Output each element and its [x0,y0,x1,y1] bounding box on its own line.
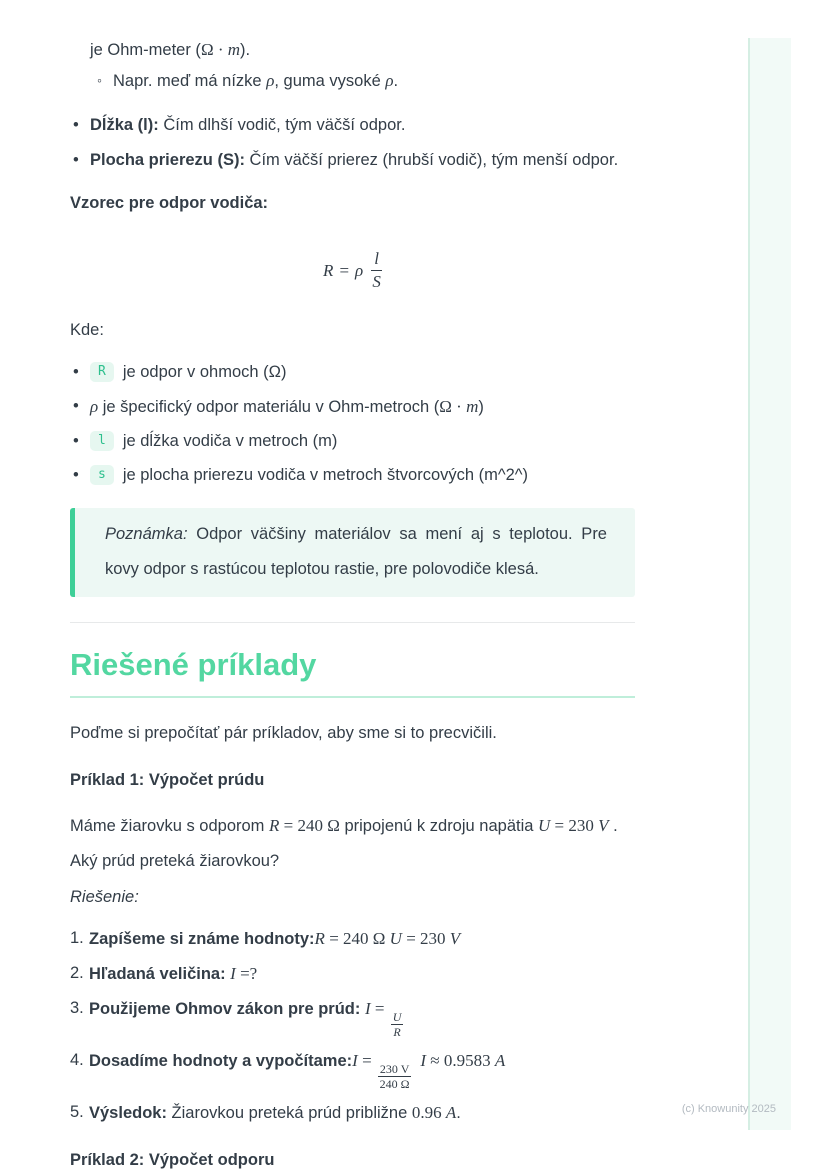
step-number: 5. [70,1102,84,1121]
equals-sign: = [370,999,389,1018]
formula-fraction [371,248,382,292]
section-lead: Poďme si prepočítať pár príkladov, aby sme si to precvičili. [70,724,497,742]
variable-item-l [70,428,635,455]
solution-step-5 [70,1099,635,1127]
formula-rho: ρ [355,260,364,280]
sub-text3: . [393,72,399,90]
var-R: R [269,816,280,835]
rho-symbol: ρ [266,71,275,90]
value-240-ohm: = 240 Ω [279,816,340,835]
problem-text3: . Aký prúd preteká žiarovkou? [70,817,618,870]
intro-text: je Ohm-meter ( [90,41,201,59]
variable-list [70,359,635,489]
fraction-numerator: 230 V [379,1061,410,1076]
var-U: U [538,816,551,835]
variable-item-s [70,462,635,489]
variable-desc: je odpor v ohmoch (Ω) [122,363,287,381]
rho-symbol: ρ [90,397,99,416]
factor-desc: Čím väčší prierez (hrubší vodič), tým menší odpor. [244,151,619,169]
ohm-meter-unit: Ω · [200,40,228,59]
formula-equals: = [339,260,350,280]
result-value: 0.96 [411,1102,446,1122]
variable-desc: je dĺžka vodiča v metroch (m) [122,432,338,450]
step-bold: Použijeme Ohmov zákon pre prúd: [89,1000,365,1018]
code-badge-R: R [90,362,114,382]
sub-text: Napr. meď má nízke [113,72,267,90]
fraction-denominator: S [372,271,381,291]
step-bold: Výsledok: [89,1103,172,1122]
var-I: I [420,1050,427,1070]
example1-problem [70,808,635,879]
code-badge-s: s [90,465,114,485]
solution-step-3 [70,995,635,1040]
section-divider [70,622,635,623]
variable-desc: je plocha prierezu vodiča v metroch štvorcových (m^2^) [122,466,529,484]
unit-A: A [445,1102,457,1122]
step-number: 2. [70,964,84,982]
factor-list [70,112,635,174]
step-number: 4. [70,1050,84,1069]
meter-var: m [466,397,479,416]
step-number: 1. [70,929,84,947]
result-text: Žiarovkou preteká prúd približne [171,1103,412,1122]
variable-desc-end: ) [478,398,484,416]
step-bold: Zapíšeme si známe hodnoty: [89,930,315,948]
kde-label: Kde: [70,321,104,339]
problem-text2: pripojenú k zdroju napätia [339,817,539,835]
formula-R: R [323,260,334,280]
step-content [89,1099,635,1127]
formula-heading: Vzorec pre odpor vodiča: [70,194,269,212]
meter-var: m [227,40,241,59]
fraction-denominator: R [393,1025,401,1040]
copyright: (c) Knowunity 2025 [681,1103,776,1115]
approx-value: ≈ 0.9583 [426,1050,495,1070]
intro-text-end: ). [240,41,251,59]
solution-label: Riešenie: [70,888,139,906]
substitution-fraction [378,1062,411,1092]
page-edge-accent [748,38,791,1130]
variable-item-rho [70,393,635,421]
unit-A: A [494,1050,506,1070]
ohm-meter-unit: Ω · [439,397,467,416]
note-text: Odpor väčšiny materiálov sa mení aj s teplotou. Pre kovy odpor s rastúcou teplotou rastie, pre polovodiče klesá. [105,525,607,578]
step-content [89,995,635,1040]
solution-step-2 [70,960,635,988]
step-number: 3. [70,999,84,1017]
var-I: I [230,964,236,983]
note-label: Poznámka: [105,525,188,543]
sub-bullet-example [97,67,635,95]
problem-text: Máme žiarovku s odporom [70,817,269,835]
fraction-denominator: 240 Ω [379,1077,410,1092]
solution-step-1 [70,925,635,953]
value-240-ohm: = 240 Ω [324,929,390,948]
example2-title: Príklad 2: Výpočet odporu [70,1150,275,1169]
section-title: Riešené príklady [70,645,635,698]
equals-sign: = [357,1050,376,1070]
value-230: = 230 [550,816,599,835]
fraction-numerator: U [392,1010,402,1024]
example1-title: Príklad 1: Výpočet prúdu [70,771,265,789]
rho-symbol: ρ [385,71,394,90]
step-content [89,960,635,988]
note-box [70,508,635,597]
var-U: U [389,929,402,948]
factor-desc: Čím dlhší vodič, tým väčší odpor. [158,116,406,134]
ohms-law-fraction [391,1010,404,1040]
factor-term: Plocha prierezu (S): [90,151,245,169]
var-I: I [364,999,371,1018]
solution-steps [70,925,635,1127]
unit-V: V [449,929,461,948]
value-230: = 230 [401,929,450,948]
fraction-numerator: l [371,248,382,270]
resistance-formula [70,241,635,299]
sub-text2: , guma vysoké [274,72,386,90]
document-page [70,0,635,1171]
step-bold: Dosadíme hodnoty a vypočítame: [89,1051,353,1070]
variable-desc: je špecifický odpor materiálu v Ohm-metroch ( [98,398,440,416]
factor-item-area [70,147,635,174]
variable-item-r [70,359,635,386]
factor-item-length [70,112,635,139]
var-R: R [314,929,325,948]
var-I: I [352,1050,358,1070]
unit-V: V [598,816,609,835]
code-badge-l: l [90,431,114,451]
step-content [89,925,635,953]
unknown-value: =? [235,964,258,983]
intro-line [90,36,635,64]
period: . [456,1103,461,1122]
step-bold: Hľadaná veličina: [89,965,231,983]
solution-step-4 [70,1047,635,1092]
step-content [89,1047,635,1092]
factor-term: Dĺžka (l): [90,116,159,134]
